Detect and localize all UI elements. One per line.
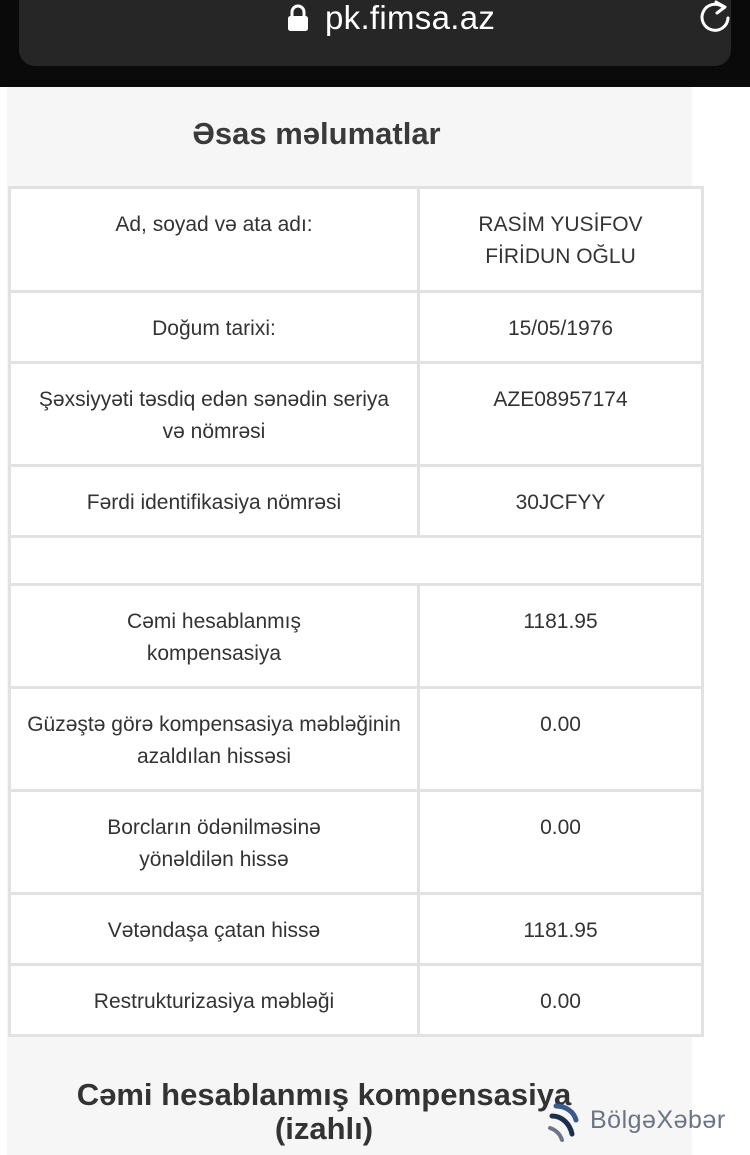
row-label: Fərdi identifikasiya nömrəsi [10,466,419,537]
spacer-cell [10,537,703,585]
table-row [10,894,703,965]
address-bar[interactable] [19,0,731,66]
row-value: 0.00 [419,791,703,894]
table-row [10,688,703,791]
table-row [10,292,703,363]
row-label: Doğum tarixi: [10,292,419,363]
table-row [10,585,703,688]
table-row [10,363,703,466]
row-label: Vətəndaşa çatan hissə [10,894,419,965]
table-row [10,965,703,1036]
row-value: 30JCFYY [419,466,703,537]
row-value: 15/05/1976 [419,292,703,363]
row-value: AZE08957174 [419,363,703,466]
row-label: Ad, soyad və ata adı: [10,188,419,292]
page-title: Əsas məlumatlar [192,116,441,151]
full-name-value: RASİM YUSİFOV FİRİDUN OĞLU [478,213,643,268]
watermark-logo-icon [548,1100,588,1144]
watermark-text: BölgəXəbər [590,1106,726,1134]
row-value: 0.00 [419,965,703,1036]
watermark [548,1100,738,1144]
reload-icon[interactable] [697,0,733,37]
section-title: Cəmi hesablanmış kompensasiya (izahlı) [76,1077,572,1146]
table-row [10,188,703,292]
row-label: Borcların ödənilməsinə yönəldilən hissə [10,791,419,894]
lock-icon [287,4,309,32]
row-value: 1181.95 [419,894,703,965]
info-table [8,186,704,1037]
row-label: Restrukturizasiya məbləği [10,965,419,1036]
browser-top-bar [0,0,750,87]
table-row [10,791,703,894]
row-value [419,188,703,292]
table-spacer-row [10,537,703,585]
url-text[interactable]: pk.fimsa.az [325,0,496,36]
row-label: Şəxsiyyəti təsdiq edən sənədin seriya və nömrəsi [10,363,419,466]
row-label: Cəmi hesablanmış kompensasiya [10,585,419,688]
row-value: 1181.95 [419,585,703,688]
table-row [10,466,703,537]
row-label: Güzəştə görə kompensasiya məbləğinin azaldılan hissəsi [10,688,419,791]
row-value: 0.00 [419,688,703,791]
